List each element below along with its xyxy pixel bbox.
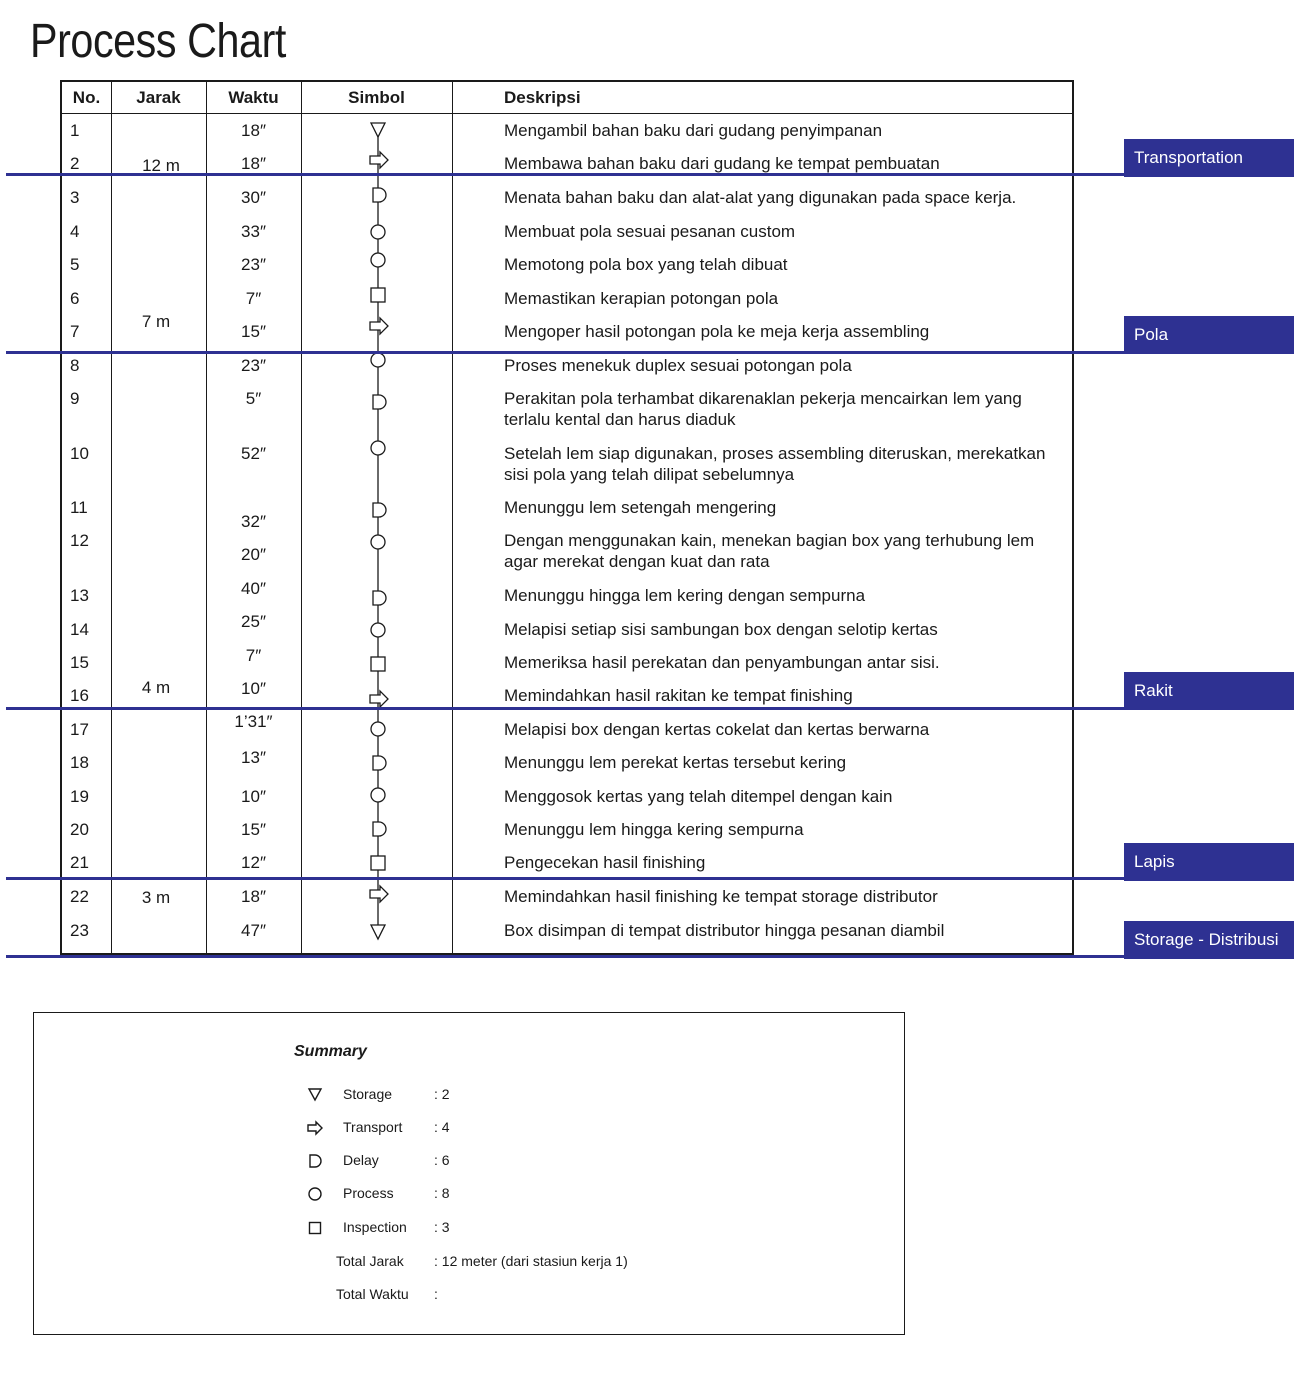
row-number: 16 [70,686,89,705]
process-icon [371,722,385,736]
row-description: Menunggu lem setengah mengering [504,498,777,517]
col-divider [452,82,453,953]
process-icon [371,353,385,367]
summary-box [33,1012,905,1335]
header-waktu: Waktu [228,88,279,107]
process-icon [371,225,385,239]
inspection-icon [306,1219,324,1237]
delay-icon [373,395,386,409]
row-number: 21 [70,853,89,872]
row-waktu: 12″ [241,853,266,872]
row-description: Menunggu lem perekat kertas tersebut kering [504,753,847,772]
row-number: 22 [70,887,89,906]
row-number: 8 [70,356,80,375]
section-tag-pola: Pola [1124,316,1294,354]
row-waktu: 23″ [241,255,266,274]
row-waktu: 40″ [241,579,266,598]
row-number: 13 [70,586,89,605]
inspection-icon [371,657,385,671]
row-waktu: 15″ [241,322,266,341]
row-number: 11 [70,498,88,517]
summary-label-inspection: Inspection [343,1219,407,1235]
delay-icon [306,1152,324,1170]
row-waktu: 18″ [241,887,266,906]
row-description: Pengecekan hasil finishing [504,853,706,872]
row-waktu: 20″ [241,545,266,564]
row-description: Memindahkan hasil rakitan ke tempat finishing [504,686,853,705]
row-description: Menggosok kertas yang telah ditempel dengan kain [504,787,893,806]
row-description: Setelah lem siap digunakan, proses assembling diteruskan, merekatkan sisi pola yang telah dilipat sebelumnya [504,444,1046,484]
row-description: Memindahkan hasil finishing ke tempat storage distributor [504,887,938,906]
section-divider [6,173,1294,176]
process-icon [306,1185,324,1203]
row-description: Proses menekuk duplex sesuai potongan pola [504,356,852,375]
row-description: Melapisi setiap sisi sambungan box dengan selotip kertas [504,620,938,639]
row-waktu: 33″ [241,222,266,241]
section-tag-storage-distribusi: Storage - Distribusi [1124,921,1294,959]
process-icon [371,441,385,455]
row-description: Memastikan kerapian potongan pola [504,289,779,308]
page-title: Process Chart [30,15,286,68]
row-number: 1 [70,121,80,140]
row-description: Dengan menggunakan kain, menekan bagian box yang terhubung lem agar merekat dengan kuat dan rata [504,531,1035,571]
summary-total-waktu-value: : [434,1286,438,1302]
summary-title: Summary [294,1043,367,1060]
row-number: 18 [70,753,89,772]
summary-value-inspection: : 3 [434,1219,450,1235]
row-waktu: 52″ [241,444,266,463]
header-jarak: Jarak [136,88,181,107]
row-waktu: 10″ [241,679,266,698]
row-number: 9 [70,389,80,408]
row-number: 20 [70,820,89,839]
row-number: 10 [70,444,89,463]
row-description: Perakitan pola terhambat dikarenaklan pekerja mencairkan lem yang terlalu kental dan harus diaduk [504,389,1022,429]
section-divider [6,955,1294,958]
row-number: 4 [70,222,80,241]
transport-icon [370,886,388,902]
summary-label-transport: Transport [343,1119,403,1135]
inspection-icon [371,288,385,302]
row-description: Mengoper hasil potongan pola ke meja kerja assembling [504,322,930,341]
row-number: 7 [70,322,80,341]
row-waktu: 7″ [245,289,262,308]
delay-icon [373,503,386,517]
delay-icon [373,756,386,770]
row-description: Membuat pola sesuai pesanan custom [504,222,796,241]
summary-label-process: Process [343,1185,394,1201]
delay-icon [373,822,386,836]
section-tag-rakit: Rakit [1124,672,1294,710]
row-number: 5 [70,255,80,274]
delay-icon [373,591,386,605]
distance-cell: 3 m [141,888,171,907]
row-number: 12 [70,531,89,550]
summary-total-waktu-label: Total Waktu [336,1286,409,1302]
row-waktu: 25″ [241,612,266,631]
row-description: Melapisi box dengan kertas cokelat dan kertas berwarna [504,720,930,739]
col-divider [301,82,302,953]
summary-total-jarak-label: Total Jarak [336,1253,404,1269]
row-waktu: 10″ [241,787,266,806]
row-description: Menunggu lem hingga kering sempurna [504,820,804,839]
row-waktu: 5″ [245,389,262,408]
row-description: Menata bahan baku dan alat-alat yang digunakan pada space kerja. [504,188,1017,207]
row-number: 14 [70,620,89,639]
distance-cell: 7 m [141,312,171,331]
summary-value-storage: : 2 [434,1086,450,1102]
row-number: 6 [70,289,80,308]
row-description: Memotong pola box yang telah dibuat [504,255,788,274]
storage-icon [371,925,385,939]
transport-icon [370,318,388,334]
storage-icon [371,123,385,137]
row-number: 23 [70,921,89,940]
row-description: Memeriksa hasil perekatan dan penyambungan antar sisi. [504,653,940,672]
row-waktu: 32″ [241,512,266,531]
row-number: 17 [70,720,89,739]
row-number: 19 [70,787,89,806]
distance-cell: 12 m [142,156,180,175]
storage-icon [306,1086,324,1104]
header-deskripsi: Deskripsi [504,88,581,107]
section-divider [6,707,1294,710]
row-number: 3 [70,188,80,207]
row-number: 15 [70,653,89,672]
process-icon [371,623,385,637]
row-waktu: 1’31″ [234,712,273,731]
row-description: Box disimpan di tempat distributor hingga pesanan diambil [504,921,945,940]
section-tag-transportation: Transportation [1124,139,1294,177]
summary-label-delay: Delay [343,1152,379,1168]
row-description: Mengambil bahan baku dari gudang penyimpanan [504,121,883,140]
section-tag-lapis: Lapis [1124,843,1294,881]
row-waktu: 23″ [241,356,266,375]
header-simbol: Simbol [348,88,405,107]
row-waktu: 18″ [241,121,266,140]
transport-icon [370,152,388,168]
row-waktu: 15″ [241,820,266,839]
row-number: 2 [70,154,80,173]
inspection-icon [371,856,385,870]
header-no: No. [72,88,101,107]
summary-value-transport: : 4 [434,1119,450,1135]
row-waktu: 30″ [241,188,266,207]
row-waktu: 18″ [241,154,266,173]
distance-cell: 4 m [141,678,171,697]
col-divider [111,82,112,953]
process-icon [371,535,385,549]
summary-value-delay: : 6 [434,1152,450,1168]
transport-icon [370,691,388,707]
header-divider [62,113,1072,114]
process-icon [371,788,385,802]
process-icon [371,253,385,267]
delay-icon [373,188,386,202]
row-waktu: 47″ [241,921,266,940]
row-description: Membawa bahan baku dari gudang ke tempat pembuatan [504,154,940,173]
transport-icon [306,1119,324,1137]
process-chart-table [60,80,1074,955]
row-waktu: 13″ [241,748,266,767]
summary-value-process: : 8 [434,1185,450,1201]
summary-label-storage: Storage [343,1086,393,1102]
summary-total-jarak-value: : 12 meter (dari stasiun kerja 1) [434,1253,628,1269]
section-divider [6,877,1294,880]
row-description: Menunggu hingga lem kering dengan sempurna [504,586,866,605]
section-divider [6,351,1294,354]
row-waktu: 7″ [245,646,262,665]
